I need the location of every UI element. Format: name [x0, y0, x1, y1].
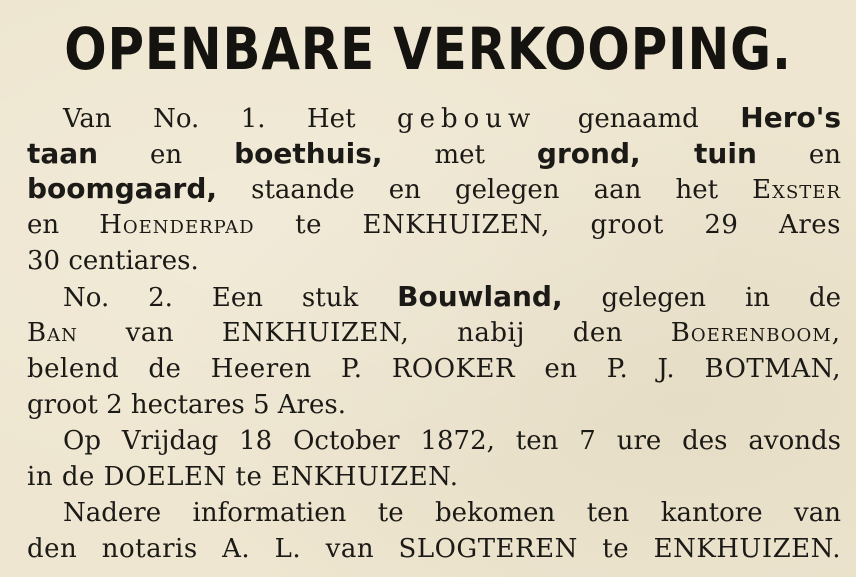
text-fragment: te ENKHUIZEN, groot 29 Ares	[254, 210, 841, 240]
text-line-6	[27, 280, 841, 314]
text-line-11	[27, 460, 841, 494]
place-name: Hoenderpad	[99, 210, 255, 240]
text-fragment: Van No. 1. Het	[63, 104, 397, 134]
text-line-1	[27, 101, 841, 135]
text-fragment: staande en gelegen aan het	[217, 175, 753, 205]
text-fragment: van ENKHUIZEN, nabij den	[77, 318, 671, 348]
advertisement-title: OPENBARE VERKOOPING.	[64, 15, 792, 83]
place-name: Exster	[752, 175, 841, 205]
text-fragment: en	[27, 210, 100, 240]
emphasis-name: taan	[27, 137, 99, 170]
text-line-5	[27, 244, 841, 278]
emphasis-orchard: boomgaard,	[27, 172, 218, 205]
text-fragment: in de DOELEN te ENKHUIZEN.	[27, 462, 459, 492]
emphasis-land: grond, tuin	[536, 137, 757, 170]
text-line-7	[27, 316, 841, 350]
emphasis-name: Hero's	[740, 101, 841, 134]
text-line-13	[27, 532, 841, 566]
text-line-9	[27, 388, 841, 422]
text-fragment: en	[98, 140, 235, 170]
text-fragment: belend de Heeren P. ROOKER en P. J. BOTMAN,	[27, 354, 841, 384]
emphasis-farmland: Bouwland,	[397, 280, 563, 313]
place-name: Ban	[27, 318, 78, 348]
text-fragment: 30 centiares.	[27, 246, 199, 276]
text-line-3	[27, 172, 841, 206]
emphasis-building: boethuis,	[234, 137, 383, 170]
text-fragment: den notaris A. L. van SLOGTEREN te ENKHUIZEN.	[27, 534, 841, 564]
text-line-10	[27, 424, 841, 458]
text-line-12	[27, 496, 841, 530]
text-fragment: gelegen in de	[562, 283, 841, 313]
spaced-word: gebouw	[396, 104, 537, 134]
text-fragment: Op Vrijdag 18 October 1872, ten 7 ure des avonds	[63, 426, 841, 456]
text-fragment: No. 2. Een stuk	[63, 283, 398, 313]
text-fragment: groot 2 hectares 5 Ares.	[27, 390, 346, 420]
text-line-2	[27, 137, 841, 171]
text-line-8	[27, 352, 841, 386]
text-fragment: Nadere informatien te bekomen ten kantore van	[63, 498, 841, 528]
text-line-4	[27, 208, 841, 242]
text-fragment: en	[756, 140, 841, 170]
text-fragment: genaamd	[536, 104, 741, 134]
text-fragment: met	[382, 140, 537, 170]
place-name: Boerenboom,	[670, 318, 841, 348]
